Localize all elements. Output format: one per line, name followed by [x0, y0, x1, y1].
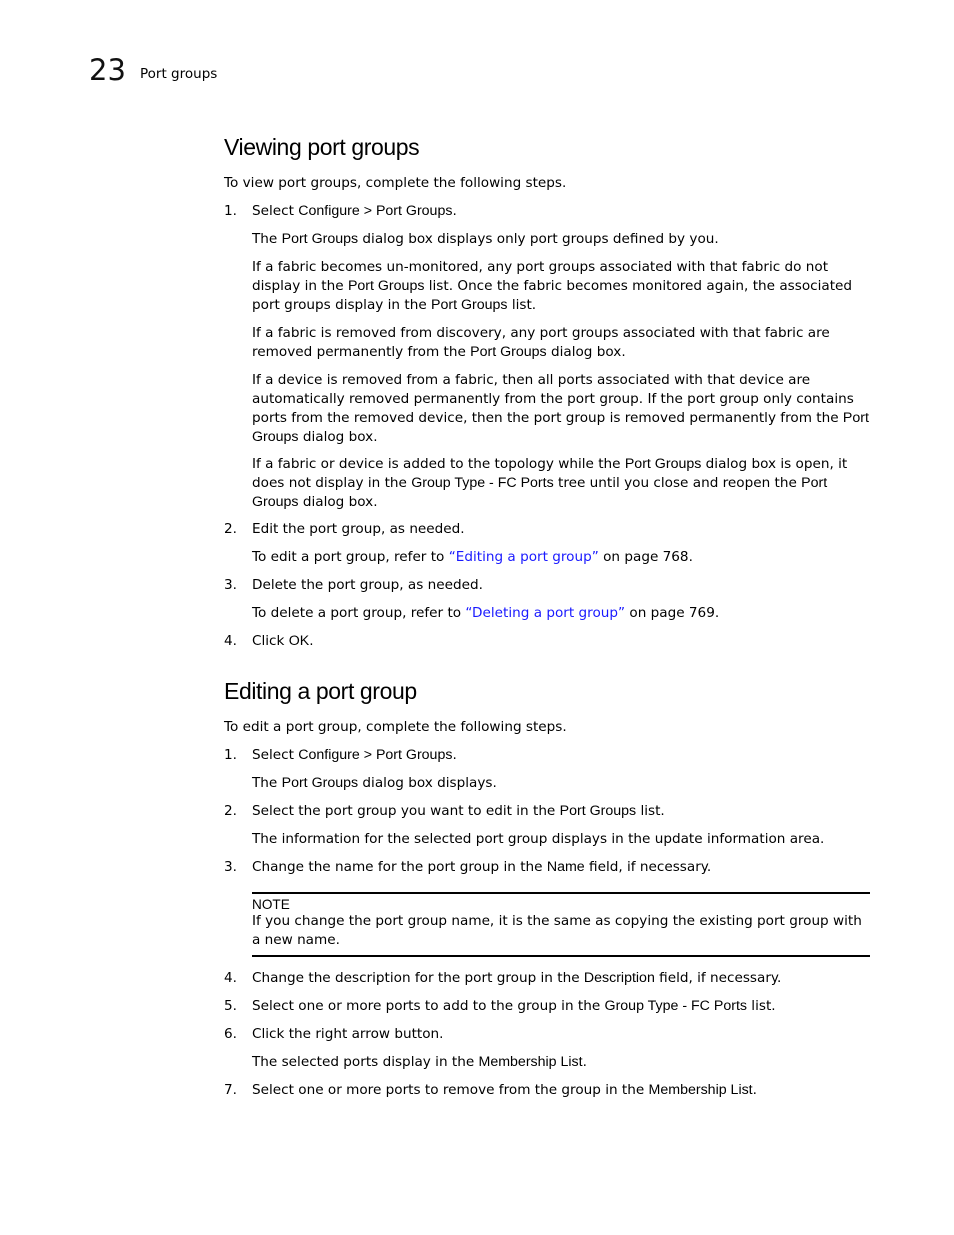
step-number: 1. — [224, 203, 237, 219]
step-text: Edit the port group, as needed. — [252, 521, 465, 537]
step-text: Click the right arrow button. — [252, 1026, 444, 1042]
link-editing-port-group[interactable]: “Editing a port group” — [448, 549, 599, 565]
step-text: Delete the port group, as needed. — [252, 577, 483, 593]
note-bottom-rule — [252, 955, 870, 957]
paragraph: If a device is removed from a fabric, then all ports associated with that device are automatically removed permanently from the port group. If the port group only contains ports from the removed device, then the port group is removed permanently from the Port Groups dialog box. — [252, 372, 869, 445]
menu-path: Configure > Port Groups — [298, 203, 453, 219]
paragraph: If a fabric or device is added to the topology while the Port Groups dialog box is open, it does not display in the Group Type - FC Ports tree until you close and reopen the Port Groups dialog box. — [252, 456, 848, 510]
step-text: Select the port group you want to edit in the Port Groups list. — [252, 803, 665, 819]
step-text: Click OK. — [252, 633, 314, 649]
paragraph: To edit a port group, refer to “Editing a port group” on page 768. — [252, 549, 693, 565]
step-number: 5. — [224, 998, 237, 1014]
step-number: 4. — [224, 970, 237, 986]
step-number: 2. — [224, 521, 237, 537]
step-number: 1. — [224, 747, 237, 763]
paragraph: If a fabric is removed from discovery, any port groups associated with that fabric are removed permanently from the Port Groups dialog box. — [252, 325, 830, 360]
note-label: NOTE — [252, 897, 290, 912]
section-heading-editing: Editing a port group — [224, 678, 417, 704]
paragraph: The Port Groups dialog box displays. — [252, 775, 497, 791]
step-text: Change the name for the port group in the Name field, if necessary. — [252, 859, 712, 875]
step-number: 6. — [224, 1026, 237, 1042]
note-text: If you change the port group name, it is the same as copying the existing port group with a new name. — [252, 913, 862, 948]
step-text: Select Configure > Port Groups. — [252, 747, 457, 763]
step-number: 7. — [224, 1082, 237, 1098]
step-text: Select one or more ports to remove from the group in the Membership List. — [252, 1082, 757, 1098]
step-text: Change the description for the port group in the Description field, if necessary. — [252, 970, 782, 986]
chapter-title: Port groups — [140, 66, 218, 82]
section-intro: To edit a port group, complete the following steps. — [224, 719, 567, 735]
step-text: Select Configure > Port Groups. — [252, 203, 457, 219]
note-top-rule — [252, 892, 870, 894]
step-number: 3. — [224, 577, 237, 593]
section-intro: To view port groups, complete the following steps. — [224, 175, 567, 191]
paragraph: If a fabric becomes un-monitored, any port groups associated with that fabric do not display in the Port Groups list. Once the fabric becomes monitored again, the associated port groups display in the Port Groups list. — [252, 259, 853, 313]
section-heading-viewing: Viewing port groups — [224, 134, 420, 160]
step-number: 3. — [224, 859, 237, 875]
step-number: 2. — [224, 803, 237, 819]
step-text: Select one or more ports to add to the group in the Group Type - FC Ports list. — [252, 998, 776, 1014]
paragraph: The information for the selected port group displays in the update information area. — [252, 831, 825, 847]
link-deleting-port-group[interactable]: “Deleting a port group” — [465, 605, 626, 621]
step-number: 4. — [224, 633, 237, 649]
paragraph: To delete a port group, refer to “Deleting a port group” on page 769. — [252, 605, 720, 621]
chapter-number: 23 — [89, 53, 126, 87]
paragraph: The selected ports display in the Membership List. — [252, 1054, 587, 1070]
paragraph: The Port Groups dialog box displays only port groups defined by you. — [252, 231, 719, 247]
